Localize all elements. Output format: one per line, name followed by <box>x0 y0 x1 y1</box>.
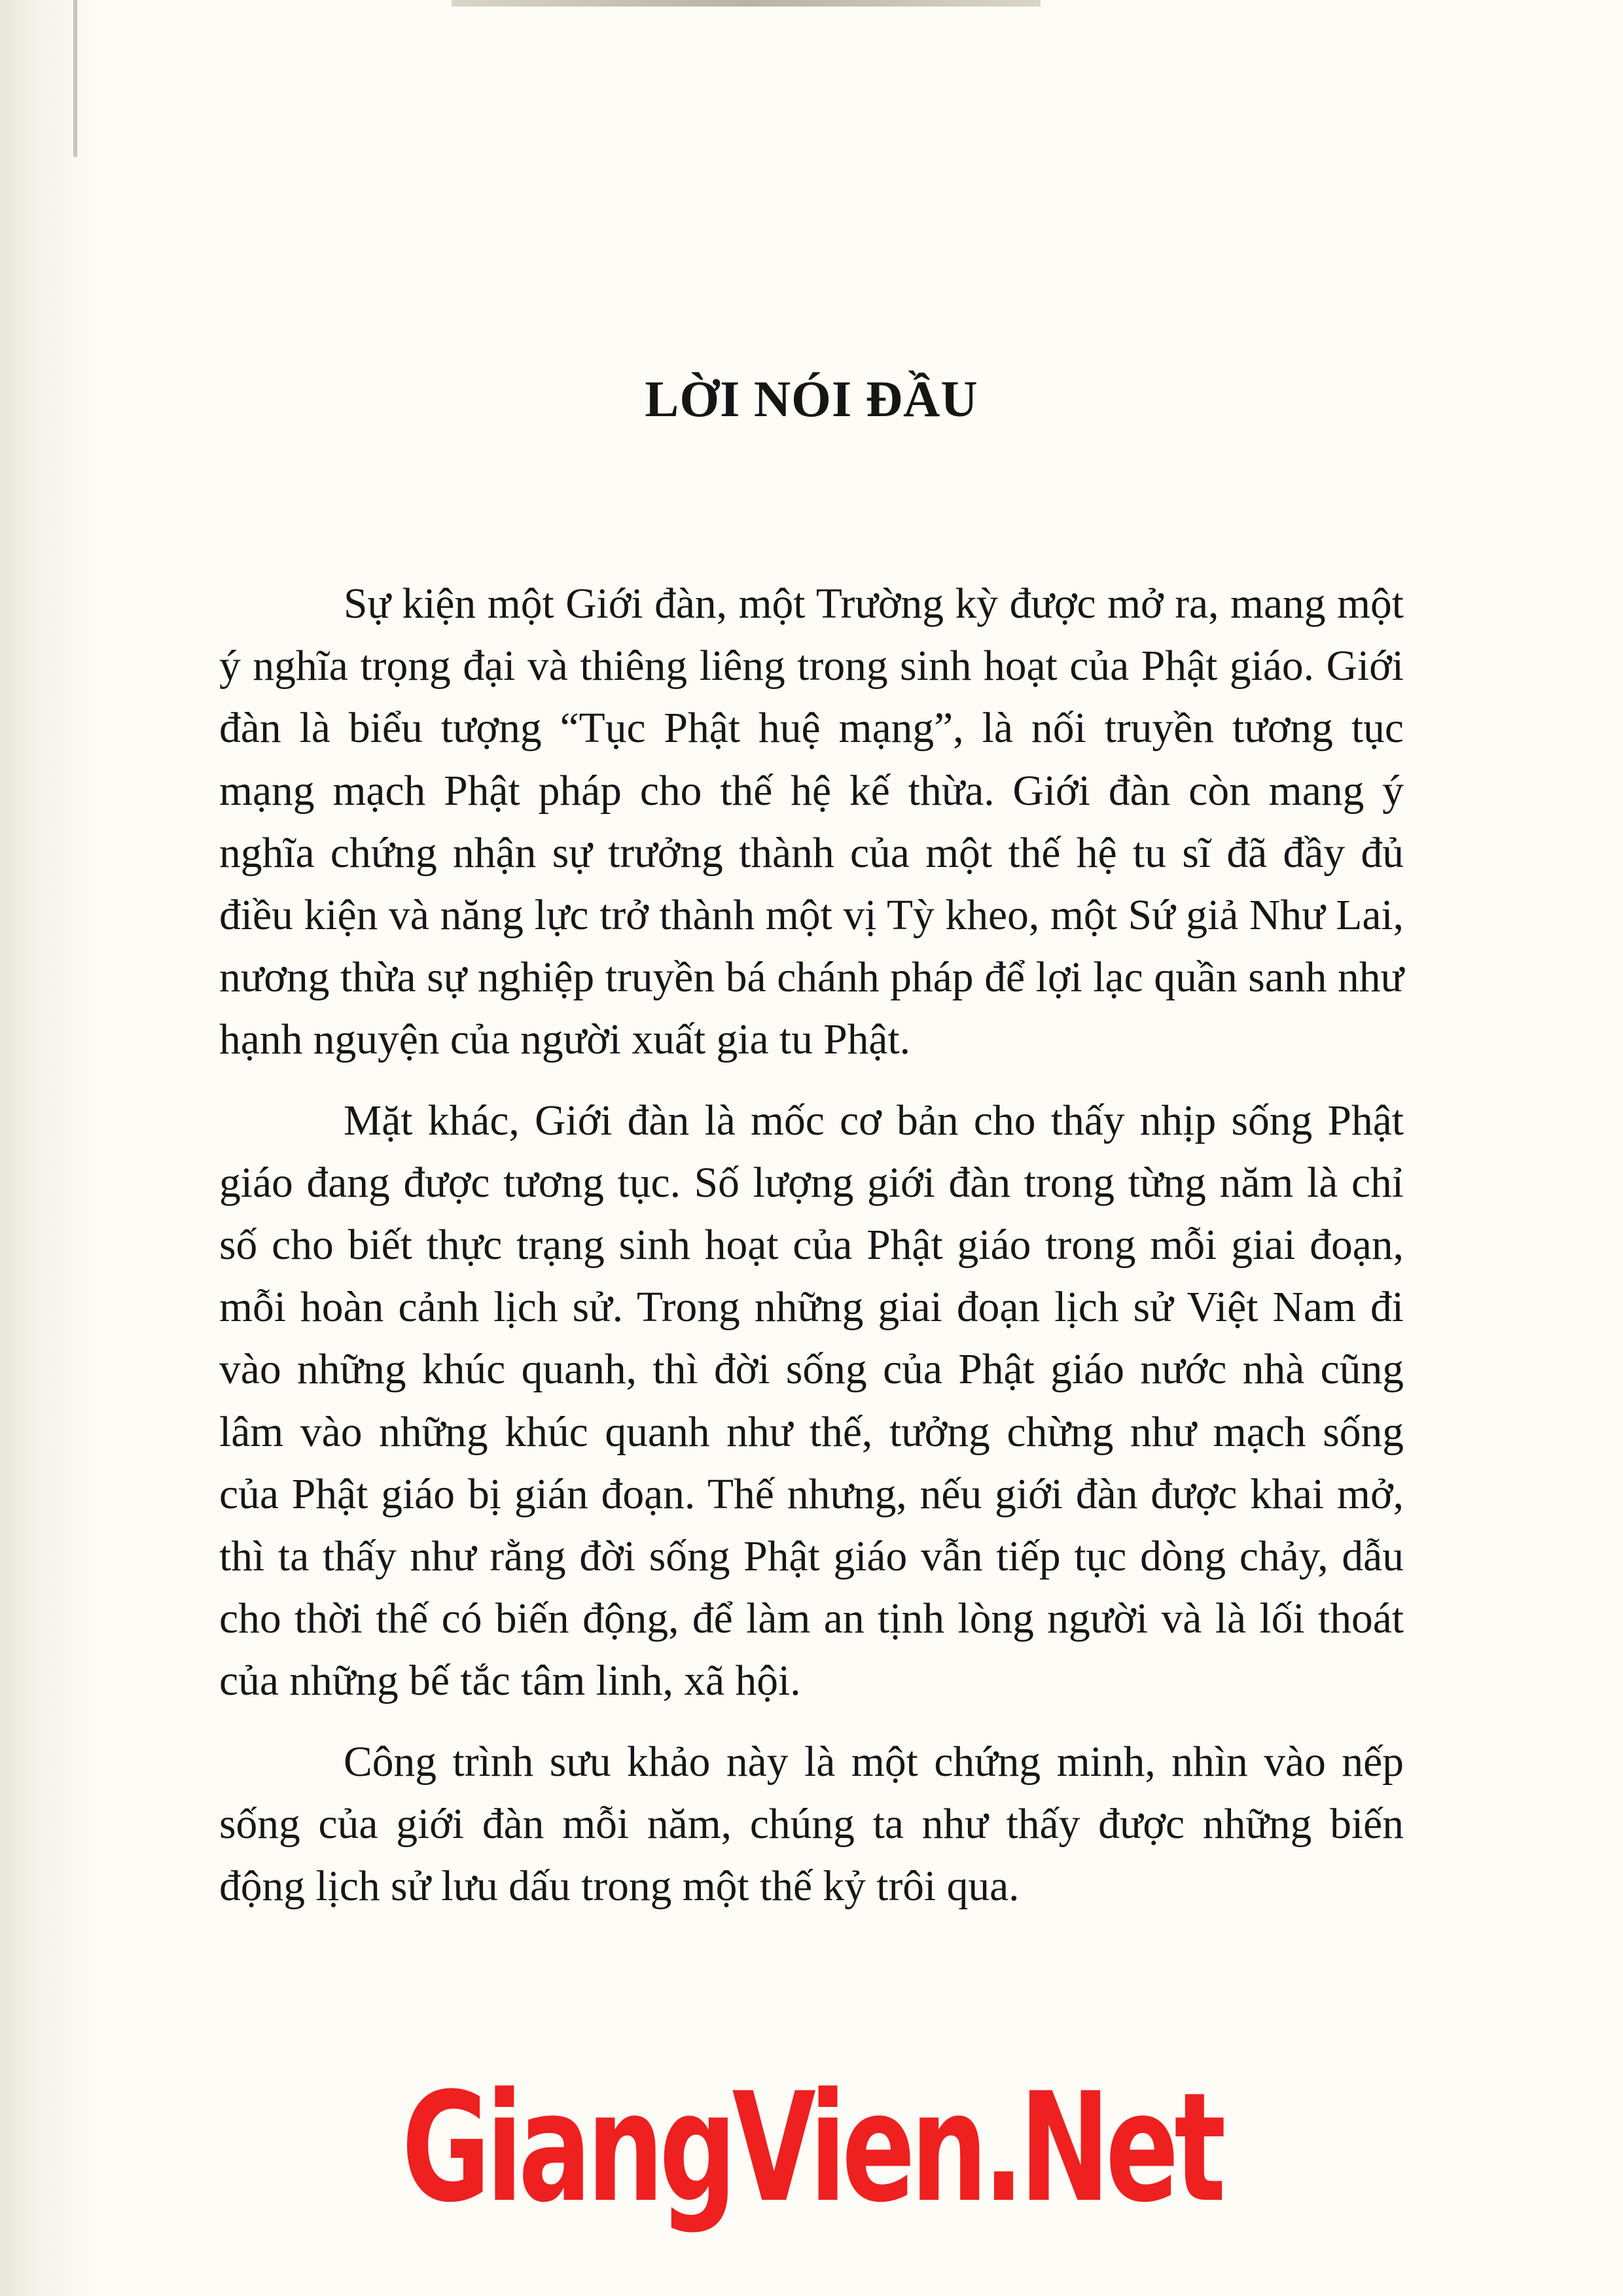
document-body <box>219 573 1404 1936</box>
paragraph-1: Sự kiện một Giới đàn, một Trường kỳ được mở ra, mang một ý nghĩa trọng đại và thiêng liêng trong sinh hoạt của Phật giáo. Giới đàn là biểu tượng “Tục Phật huệ mạng”, là nối truyền tương tục mạng mạch Phật pháp cho thế hệ kế thừa. Giới đàn còn mang ý nghĩa chứng nhận sự trưởng thành của một thế hệ tu sĩ đã đầy đủ điều kiện và năng lực trở thành một vị Tỳ kheo, một Sứ giả Như Lai, nương thừa sự nghiệp truyền bá chánh pháp để lợi lạc quần sanh như hạnh nguyện của người xuất gia tu Phật. <box>219 580 1404 1064</box>
paragraph-2: Mặt khác, Giới đàn là mốc cơ bản cho thấy nhịp sống Phật giáo đang được tương tục. Số lượng giới đàn trong từng năm là chỉ số cho biết thực trạng sinh hoạt của Phật giáo trong mỗi giai đoạn, mỗi hoàn cảnh lịch sử. Trong những giai đoạn lịch sử Việt Nam đi vào những khúc quanh, thì đời sống của Phật giáo nước nhà cũng lâm vào những khúc quanh như thế, tưởng chừng như mạch sống của Phật giáo bị gián đoạn. Thế nhưng, nếu giới đàn được khai mở, thì ta thấy như rằng đời sống Phật giáo vẫn tiếp tục dòng chảy, dẫu cho thời thế có biến động, để làm an tịnh lòng người và là lối thoát của những bế tắc tâm linh, xã hội. <box>219 1097 1404 1705</box>
watermark-logo: GiangVien.Net <box>401 2061 1222 2236</box>
page-title: LỜI NÓI ĐẦU <box>645 370 978 427</box>
scan-top-strip <box>452 0 1041 7</box>
scan-edge-shadow <box>0 0 98 2296</box>
paragraph-3: Công trình sưu khảo này là một chứng minh, nhìn vào nếp sống của giới đàn mỗi năm, chúng ta như thấy được những biến động lịch sử lưu dấu trong một thế kỷ trôi qua. <box>219 1738 1404 1911</box>
scan-edge-line <box>73 0 77 157</box>
